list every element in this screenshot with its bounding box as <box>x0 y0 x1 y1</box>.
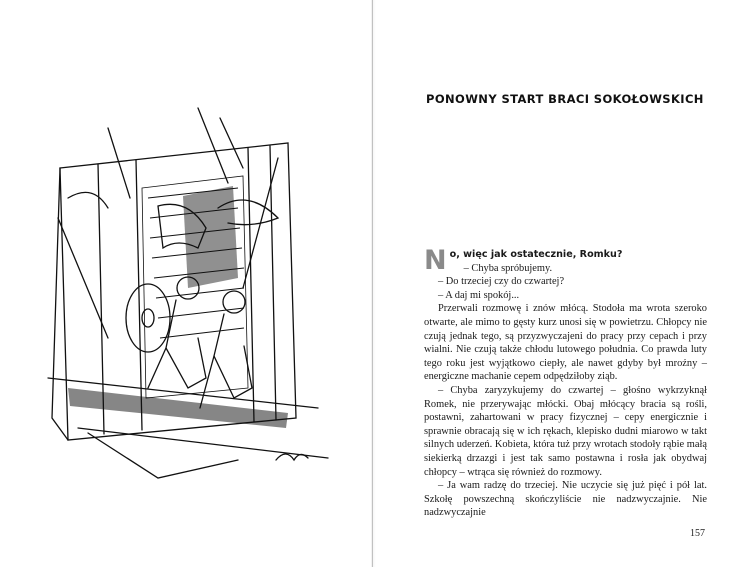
drop-cap: N <box>424 245 447 276</box>
chapter-text <box>424 245 707 520</box>
paragraph: – Do trzeciej czy do czwartej? <box>438 276 565 288</box>
paragraph: – Ja wam radzę do trzeciej. Nie uczycie się już pięć i pół lat. Szkołę powszechną skończyliście nie nadzwyczajnie. Nie nadzwyczajnie <box>424 480 707 519</box>
left-page <box>0 0 373 567</box>
ink-illustration-boys-on-wagon <box>38 88 338 488</box>
book-gutter <box>371 0 379 567</box>
paragraph: – A daj mi spokój... <box>438 289 520 301</box>
paragraph: – Chyba zaryzykujemy do czwartej – głośno wykrzyknął Romek, nie przerywając młócki. Obaj młócący bracia są rośli, postawni, zahartowani w pracy fizycznej – cepy energicznie i sprawnie obracają się w ich rękach, klepisko dudni miarowo w takt silnych uderzeń. Kobieta, która tuż przy wrotach stodoły rąbie małą siekierką drzazgi i jest tak samo postawna i rosła jak obydwaj chłopcy – wtrąca się również do rozmowy. <box>424 384 707 478</box>
chapter-title: PONOWNY START BRACI SOKOŁOWSKICH <box>426 92 704 106</box>
paragraph: Przerwali rozmowę i znów młócą. Stodoła ma wrota szeroko otwarte, ale mimo to gęsty kurz unosi się w powietrzu. Chłopcy nie czują jednak tego, są przyzwyczajeni do pracy przy cepach i przy wialni. Nie czują także chłodu lutowego południa. Co prawda luty tego roku jest wyjątkowo ciepły, ale nawet gdyby był mroźny – energiczne machanie cepem odpędziłoby ziąb. <box>424 303 707 383</box>
paragraph: – Chyba spróbujemy. <box>463 262 553 274</box>
lead-in: o, więc jak ostatecznie, Romku? <box>449 249 623 260</box>
page-number: 157 <box>690 528 705 539</box>
